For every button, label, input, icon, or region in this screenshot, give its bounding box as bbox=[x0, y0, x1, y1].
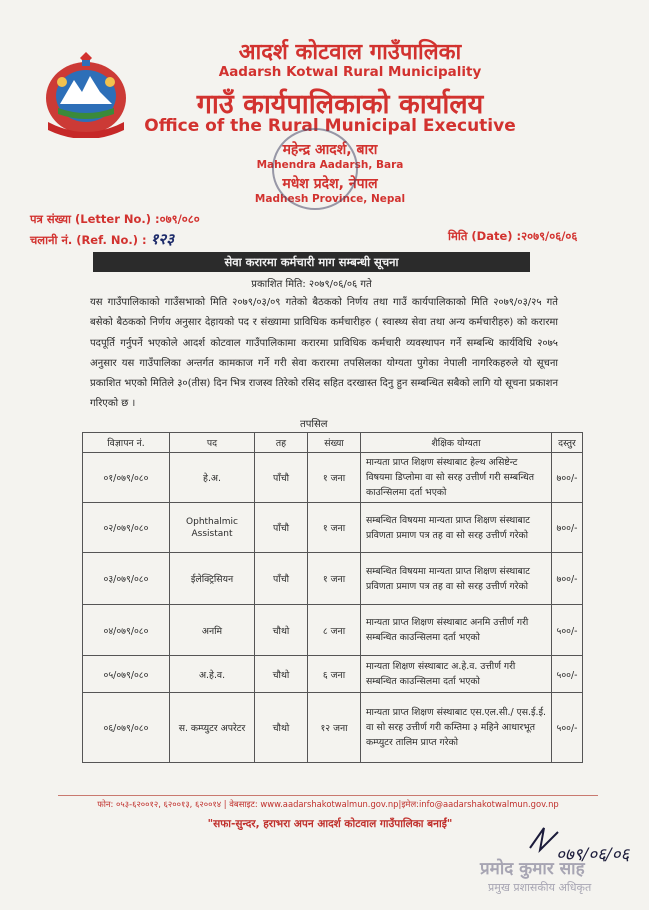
ad-no: ०४/०७९/०८० bbox=[83, 605, 170, 656]
post: Ophthalmic Assistant bbox=[170, 503, 255, 553]
signer-post: प्रमुख प्रशासकीय अधिकृत bbox=[488, 881, 592, 894]
qualification: सम्बन्धित विषयमा मान्यता प्राप्त शिक्षण संस्थाबाट प्रविणता प्रमाण पत्र तह वा सो सरह उत्तीर्ण गरेको bbox=[361, 553, 552, 605]
count: ६ जना bbox=[308, 656, 361, 693]
published-date: प्रकाशित मिति: २०७९/०६/०६ गते bbox=[251, 279, 372, 290]
post: स. कम्प्युटर अपरेटर bbox=[170, 693, 255, 763]
ad-no: ०२/०७९/०८० bbox=[83, 503, 170, 553]
table-row bbox=[83, 656, 583, 693]
province-en: Madhesh Province, Nepal bbox=[254, 193, 406, 205]
table-row bbox=[83, 605, 583, 656]
municipality-name-np: आदर्श कोटवाल गाउँपालिका bbox=[238, 40, 462, 65]
footer-divider bbox=[58, 795, 598, 796]
date-label: मिति (Date) : bbox=[448, 229, 522, 243]
office-stamp bbox=[272, 128, 358, 210]
fee: ५००/- bbox=[552, 656, 583, 693]
level: चौथो bbox=[255, 605, 308, 656]
col-qualification: शैक्षिक योग्यता bbox=[361, 433, 552, 453]
details-heading: तपसिल bbox=[300, 419, 328, 430]
level: पाँचौ bbox=[255, 503, 308, 553]
signer-name: प्रमोद कुमार साह bbox=[480, 859, 585, 879]
office-name-np: गाउँ कार्यपालिकाको कार्यालय bbox=[196, 89, 484, 120]
level: चौथो bbox=[255, 693, 308, 763]
qualification: सम्बन्धित विषयमा मान्यता प्राप्त शिक्षण संस्थाबाट प्रविणता प्रमाण पत्र तह वा सो सरह उत्तीर्ण गरेको bbox=[361, 503, 552, 553]
fee: ७००/- bbox=[552, 553, 583, 605]
footer-slogan: "सफा-सुन्दर, हराभरा अपन आदर्श कोटवाल गाउँपालिका बनाईं" bbox=[207, 818, 453, 830]
col-fee: दस्तुर bbox=[552, 433, 583, 453]
col-level: तह bbox=[255, 433, 308, 453]
qualification: मान्यता प्राप्त शिक्षण संस्थाबाट हेल्थ असिष्टेन्ट विषयमा डिप्लोमा वा सो सरह उत्तीर्ण गरी सम्बन्धित काउन्सिलमा दर्ता भएको bbox=[361, 453, 552, 503]
ref-number bbox=[30, 229, 174, 249]
fee: ५००/- bbox=[552, 605, 583, 656]
qualification: मान्यता शिक्षण संस्थाबाट अ.हे.व. उत्तीर्ण गरी सम्बन्धित काउन्सिलमा दर्ता भएको bbox=[361, 656, 552, 693]
post: ईलेक्ट्रिसियन bbox=[170, 553, 255, 605]
table-header-row bbox=[83, 433, 583, 453]
nepal-emblem-icon bbox=[40, 52, 132, 138]
count: ८ जना bbox=[308, 605, 361, 656]
count: १२ जना bbox=[308, 693, 361, 763]
letter-number-value: ०७९/०८० bbox=[159, 212, 200, 226]
ad-no: ०३/०७९/०८० bbox=[83, 553, 170, 605]
letter-number-label: पत्र संख्या (Letter No.) : bbox=[30, 212, 160, 226]
table-row bbox=[83, 453, 583, 503]
level: चौथो bbox=[255, 656, 308, 693]
col-count: संख्या bbox=[308, 433, 361, 453]
address-np: महेन्द्र आदर्श, बारा bbox=[282, 142, 378, 158]
ad-no: ०१/०७९/०८० bbox=[83, 453, 170, 503]
col-ad-no: विज्ञापन नं. bbox=[83, 433, 170, 453]
fee: ७००/- bbox=[552, 503, 583, 553]
notice-body: यस गाउँपालिकाको गाउँसभाको मिति २०७९/०३/०९ गतेको बैठकको निर्णय तथा गाउँ कार्यपालिकाको मिति २०७९/०३/२५ गते बसेको बैठकको निर्णय अनुसार देहायको पद र संख्यामा प्राविधिक कर्मचारीहरु ( स्वास्थ्य सेवा तथा अन्य कर्मचारीहरु) को करारमा पदपूर्ति गर्नुपर्ने भएकोले आदर्श कोटवाल गाउँपालिकामा करारमा प्राविधिक कर्मचारी व्यवस्थापन गर्ने सम्बन्धि कार्यविधि २०७५ अनुसार यस गाउँपालिका अन्तर्गत कामकाज गर्ने गरी सेवा करारमा तपसिलका योग्यता पुगेका नेपाली नागरिकहरुले यो सूचना प्रकाशित भएको मितिले ३०(तीस) दिन भित्र राजस्व तिरेको रसिद सहित दरखास्त दिनु हुन सम्बन्धित सबैको लागि यो सूचना प्रकाशन गरिएको छ । bbox=[90, 297, 558, 410]
ad-no: ०५/०७९/०८० bbox=[83, 656, 170, 693]
post: अ.हे.व. bbox=[170, 656, 255, 693]
notice-title: सेवा करारमा कर्मचारी माग सम्बन्धी सूचना bbox=[93, 252, 530, 272]
table-row bbox=[83, 503, 583, 553]
fee: ७००/- bbox=[552, 453, 583, 503]
count: १ जना bbox=[308, 553, 361, 605]
level: पाँचौ bbox=[255, 453, 308, 503]
table-row bbox=[83, 553, 583, 605]
col-post: पद bbox=[170, 433, 255, 453]
table-row bbox=[83, 693, 583, 763]
letter-number bbox=[30, 212, 200, 227]
ad-no: ०६/०७९/०८० bbox=[83, 693, 170, 763]
office-name-en: Office of the Rural Municipal Executive bbox=[144, 116, 516, 136]
qualification: मान्यता प्राप्त शिक्षण संस्थाबाट एस.एल.सी./ एस.ई.ई. वा सो सरह उत्तीर्ण गरी कम्तिमा ३ महिने आधारभूत कम्प्युटर तालिम प्राप्त गरेको bbox=[361, 693, 552, 763]
municipality-name-en: Aadarsh Kotwal Rural Municipality bbox=[218, 64, 482, 80]
vacancy-table bbox=[82, 432, 583, 763]
post: हे.अ. bbox=[170, 453, 255, 503]
signature-date: ०७९/०६/०६ bbox=[556, 845, 630, 865]
date-value: २०७९/०६/०६ bbox=[521, 229, 578, 243]
footer-contact: फोन: ०५३-६२००१२, ६२००१३, ६२००१४ | वेबसाइट: www.aadarshakotwalmun.gov.np|इमेल:info@aadarshakotwalmun.gov.np bbox=[97, 799, 559, 809]
count: १ जना bbox=[308, 503, 361, 553]
province-np: मधेश प्रदेश, नेपाल bbox=[282, 176, 378, 192]
qualification: मान्यता प्राप्त शिक्षण संस्थाबाट अनमि उत्तीर्ण गरी सम्बन्धित काउन्सिलमा दर्ता भएको bbox=[361, 605, 552, 656]
count: १ जना bbox=[308, 453, 361, 503]
level: पाँचौ bbox=[255, 553, 308, 605]
ref-number-label: चलानी नं. (Ref. No.) : bbox=[30, 233, 147, 247]
notice-date bbox=[448, 229, 577, 244]
ref-number-value: १२३ bbox=[150, 230, 175, 248]
post: अनमि bbox=[170, 605, 255, 656]
address-en: Mahendra Aadarsh, Bara bbox=[256, 159, 404, 171]
fee: ५००/- bbox=[552, 693, 583, 763]
